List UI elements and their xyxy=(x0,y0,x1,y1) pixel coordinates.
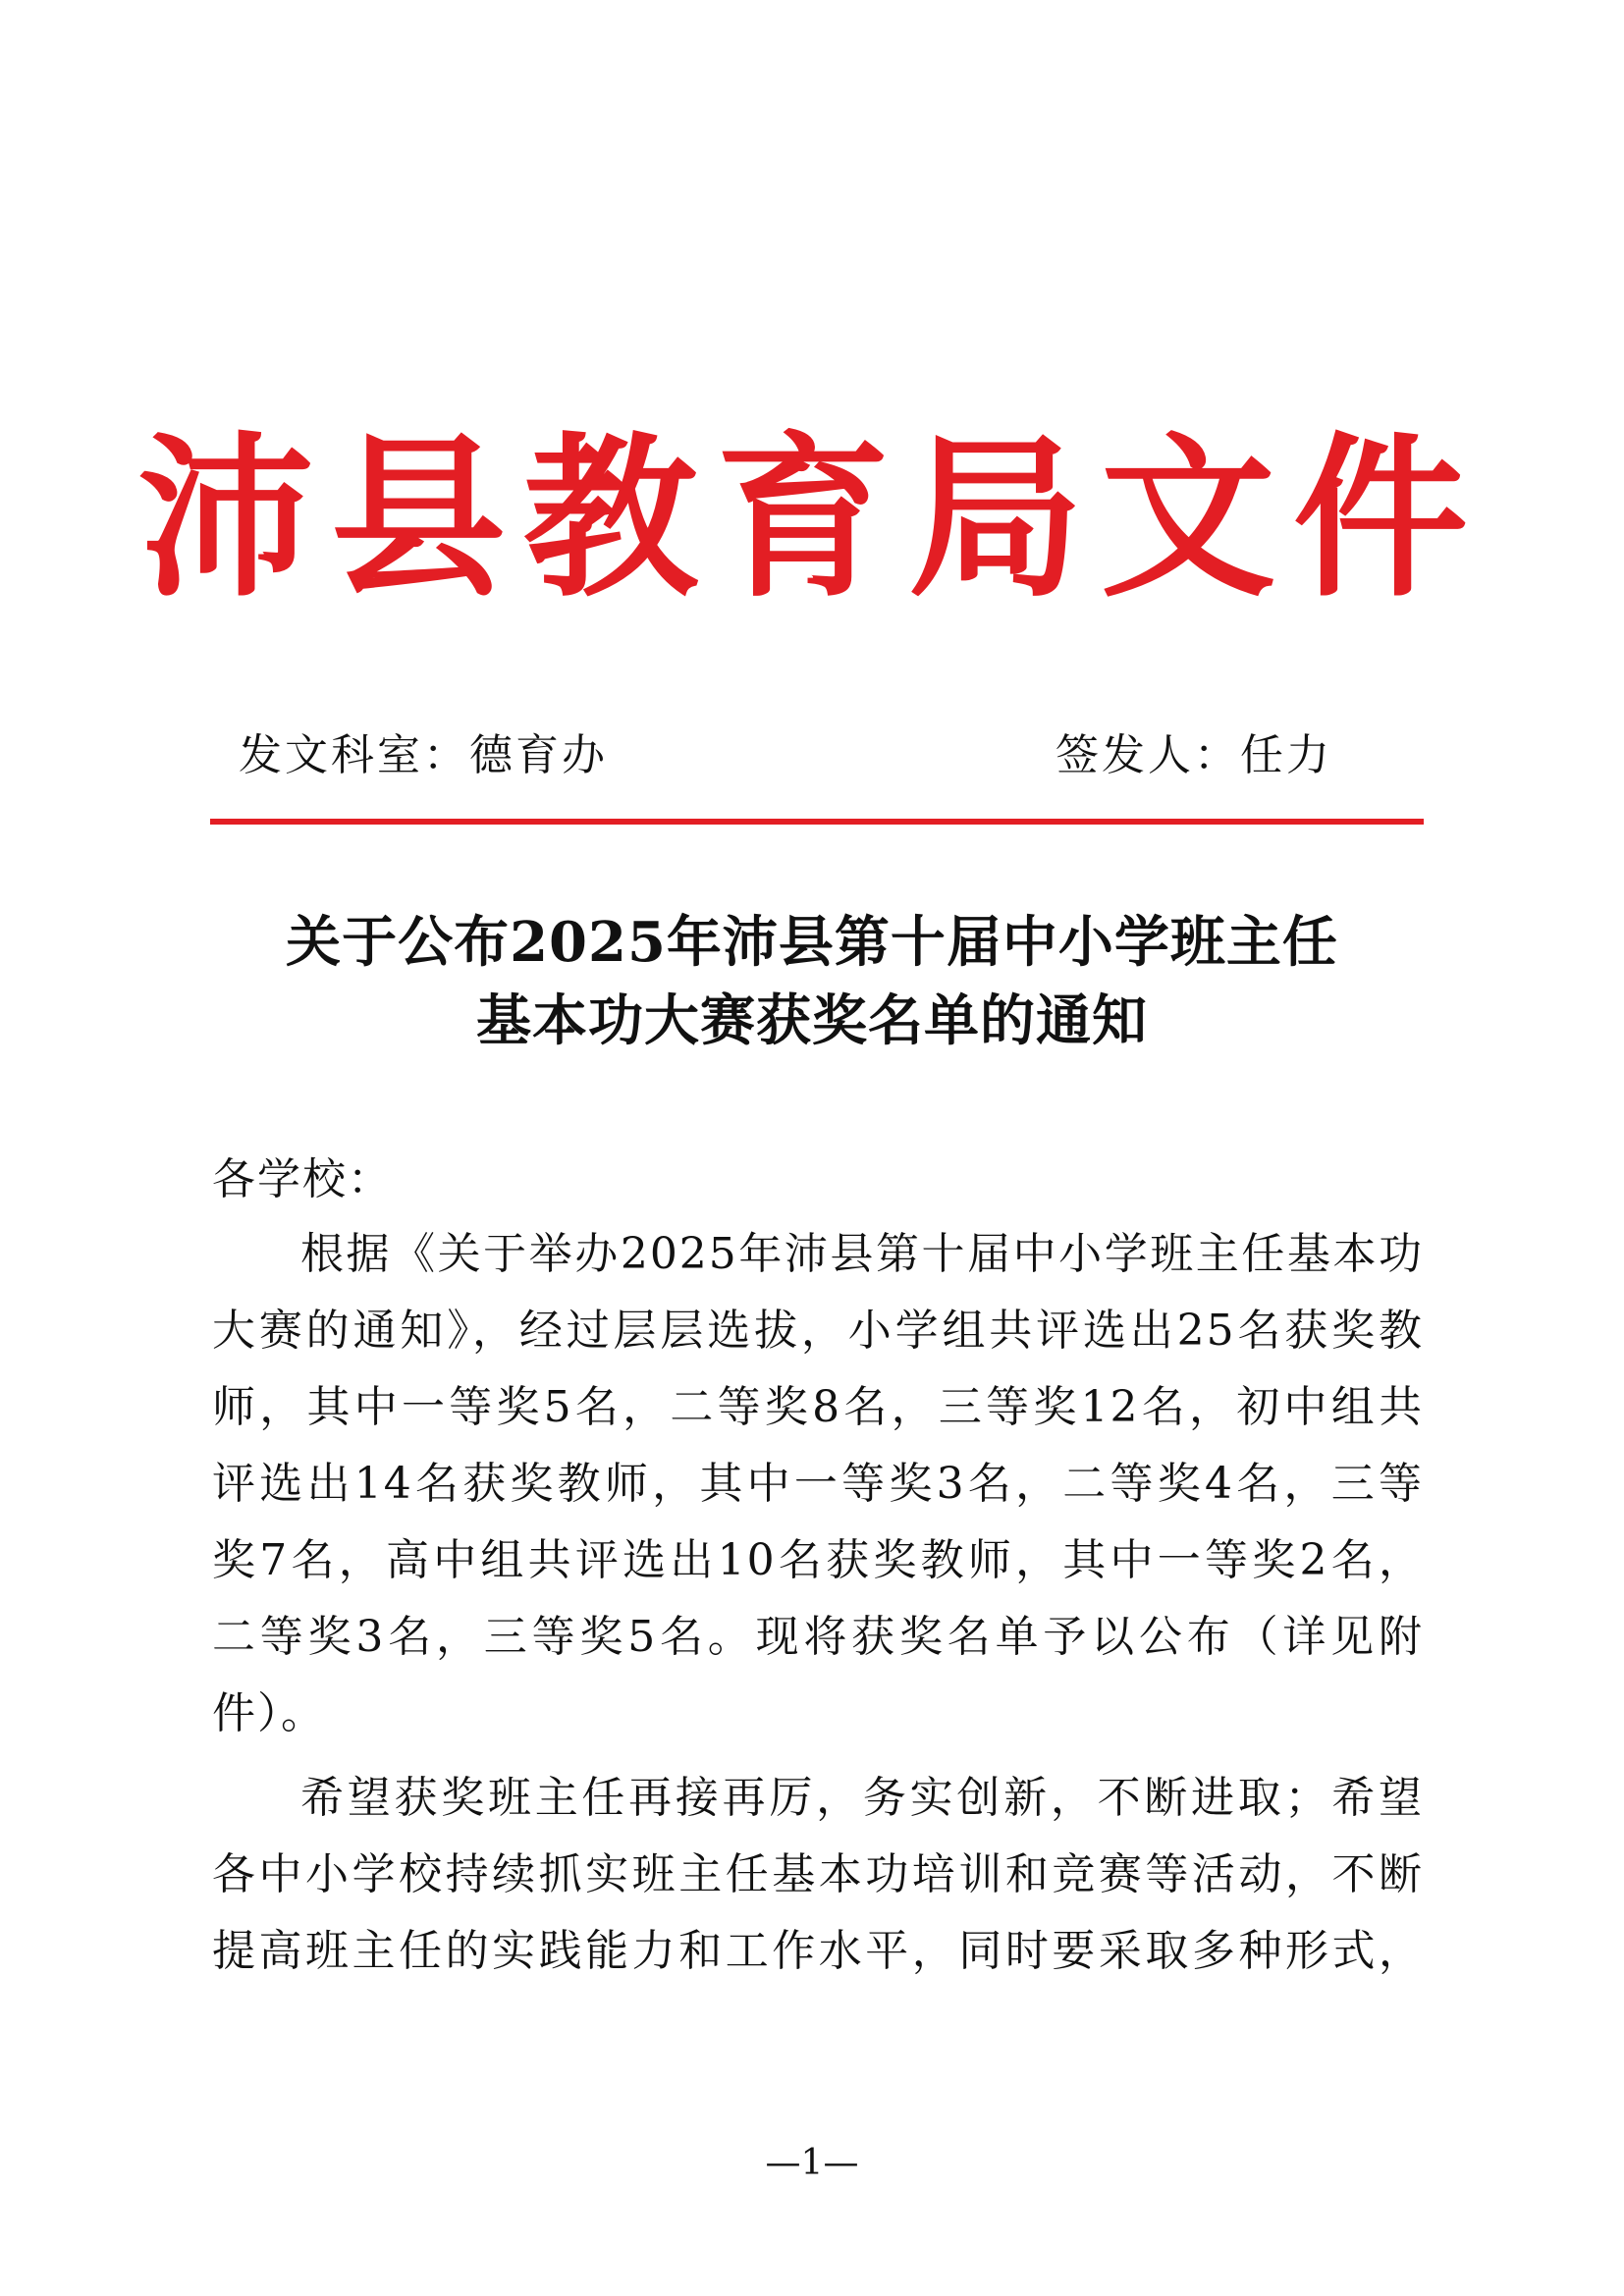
issuer: 签发人：任力 xyxy=(1056,730,1332,780)
paragraph-line: 各中小学校持续抓实班主任基本功培训和竞赛等活动，不断 xyxy=(212,1849,1424,1899)
paragraph-line: 件）。 xyxy=(212,1688,326,1738)
notice-title-line-1: 关于公布2025年沛县第十届中小学班主任 xyxy=(286,910,1338,975)
notice-title-line-2: 基本功大赛获奖名单的通知 xyxy=(476,988,1148,1053)
issuing-department: 发文科室：德育办 xyxy=(239,730,608,780)
paragraph-line: 评选出14名获奖教师，其中一等奖3名，二等奖4名，三等 xyxy=(212,1459,1424,1509)
paragraph-line: 希望获奖班主任再接再厉，务实创新，不断进取；希望 xyxy=(300,1773,1424,1823)
paragraph-line: 大赛的通知》，经过层层选拔，小学组共评选出25名获奖教 xyxy=(212,1306,1424,1356)
header-red-divider xyxy=(210,819,1424,825)
paragraph-line: 奖7名，高中组共评选出10名获奖教师，其中一等奖2名， xyxy=(212,1535,1424,1585)
document-header-title: 沛县教育局文件 xyxy=(138,415,1486,620)
paragraph-line: 师，其中一等奖5名，二等奖8名，三等奖12名，初中组共 xyxy=(212,1382,1424,1432)
salutation: 各学校： xyxy=(212,1154,393,1204)
paragraph-line: 二等奖3名，三等奖5名。现将获奖名单予以公布（详见附 xyxy=(212,1612,1424,1662)
page-number: —1— xyxy=(765,2143,859,2183)
paragraph-line: 根据《关于举办2025年沛县第十届中小学班主任基本功 xyxy=(300,1229,1424,1279)
paragraph-line: 提高班主任的实践能力和工作水平，同时要采取多种形式， xyxy=(212,1926,1424,1976)
